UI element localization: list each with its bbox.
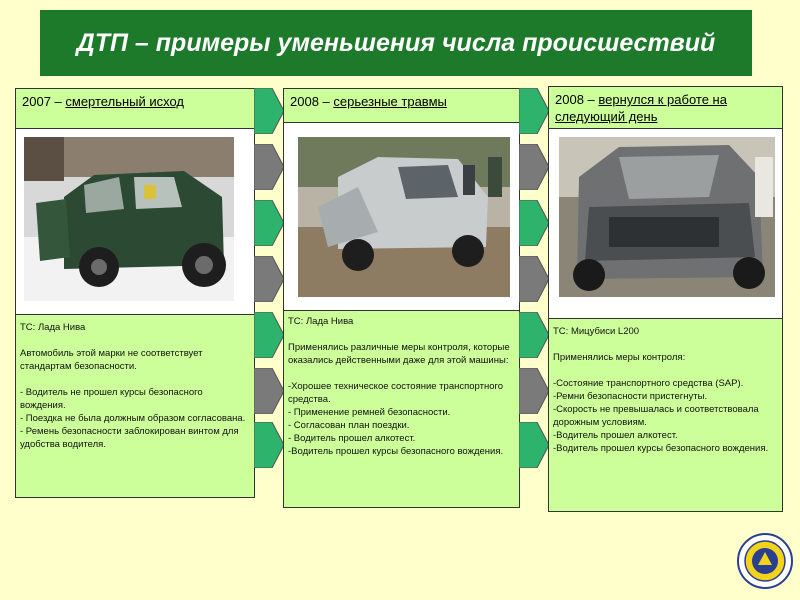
arrow-column-2 [519, 88, 549, 468]
company-emblem-logo-icon [736, 532, 794, 590]
case-outcome: вернулся к работе на следующий день [555, 92, 727, 124]
chevron-right-icon [254, 312, 284, 358]
photo-area [16, 129, 254, 315]
desc-line: Применялись меры контроля: [553, 352, 686, 363]
desc-line: - Согласован план поездки. [288, 420, 410, 431]
case-description [284, 315, 519, 458]
desc-line: -Водитель прошел курсы безопасного вождения. [288, 446, 504, 457]
arrow-column-1 [254, 88, 284, 468]
vehicle-line: ТС: Лада Нива [288, 316, 354, 327]
photo-area [549, 129, 782, 319]
desc-line: Автомобиль этой марки не соответствует стандартам безопасности. [20, 348, 203, 372]
case-panel-2008-injuries [283, 88, 520, 508]
case-outcome: серьезные травмы [333, 94, 447, 109]
desc-line: -Водитель прошел алкотест. [553, 430, 678, 441]
desc-line: - Поездка не была должным образом согласована. [20, 413, 246, 424]
case-panel-2008-returned [548, 86, 783, 512]
chevron-right-icon [519, 422, 549, 468]
chevron-right-icon [519, 144, 549, 190]
desc-line: Применялись различные меры контроля, которые оказались действенными даже для этой машины: [288, 342, 510, 366]
chevron-right-icon [254, 200, 284, 246]
chevron-right-icon [519, 368, 549, 414]
vehicle-line: ТС: Лада Нива [20, 322, 86, 333]
case-heading [16, 89, 254, 129]
desc-line: -Водитель прошел курсы безопасного вождения. [553, 443, 769, 454]
chevron-right-icon [519, 200, 549, 246]
case-heading [549, 87, 782, 129]
case-year: 2008 – [555, 92, 595, 107]
chevron-right-icon [254, 368, 284, 414]
desc-line: - Водитель прошел алкотест. [288, 433, 416, 444]
page-title: ДТП – примеры уменьшения числа происшествий [40, 10, 752, 76]
desc-line: - Ремень безопасности заблокирован винтом для удобства водителя. [20, 426, 239, 450]
case-heading [284, 89, 519, 123]
desc-line: -Состояние транспортного средства (SAP). [553, 378, 744, 389]
case-panel-2007 [15, 88, 255, 498]
desc-line: -Ремни безопасности пристегнуты. [553, 391, 708, 402]
case-year: 2007 – [22, 94, 62, 109]
crashed-silver-suv-photo-icon [298, 137, 510, 297]
case-outcome: смертельный исход [65, 94, 185, 109]
desc-line: -Хорошее техническое состояние транспортного средства. [288, 381, 504, 405]
desc-line: - Применение ремней безопасности. [288, 407, 451, 418]
chevron-right-icon [519, 88, 549, 134]
chevron-right-icon [254, 144, 284, 190]
crashed-pickup-front-photo-icon [559, 137, 775, 297]
case-description [549, 325, 782, 455]
chevron-right-icon [519, 312, 549, 358]
case-description [16, 321, 254, 451]
case-year: 2008 – [290, 94, 330, 109]
chevron-right-icon [254, 422, 284, 468]
chevron-right-icon [254, 256, 284, 302]
crashed-green-suv-photo-icon [24, 137, 234, 301]
chevron-right-icon [519, 256, 549, 302]
vehicle-line: ТС: Мицубиси L200 [553, 326, 640, 337]
desc-line: -Скорость не превышалась и соответствовала дорожным условиям. [553, 404, 759, 428]
chevron-right-icon [254, 88, 284, 134]
desc-line: - Водитель не прошел курсы безопасного вождения. [20, 387, 203, 411]
photo-area [284, 123, 519, 311]
